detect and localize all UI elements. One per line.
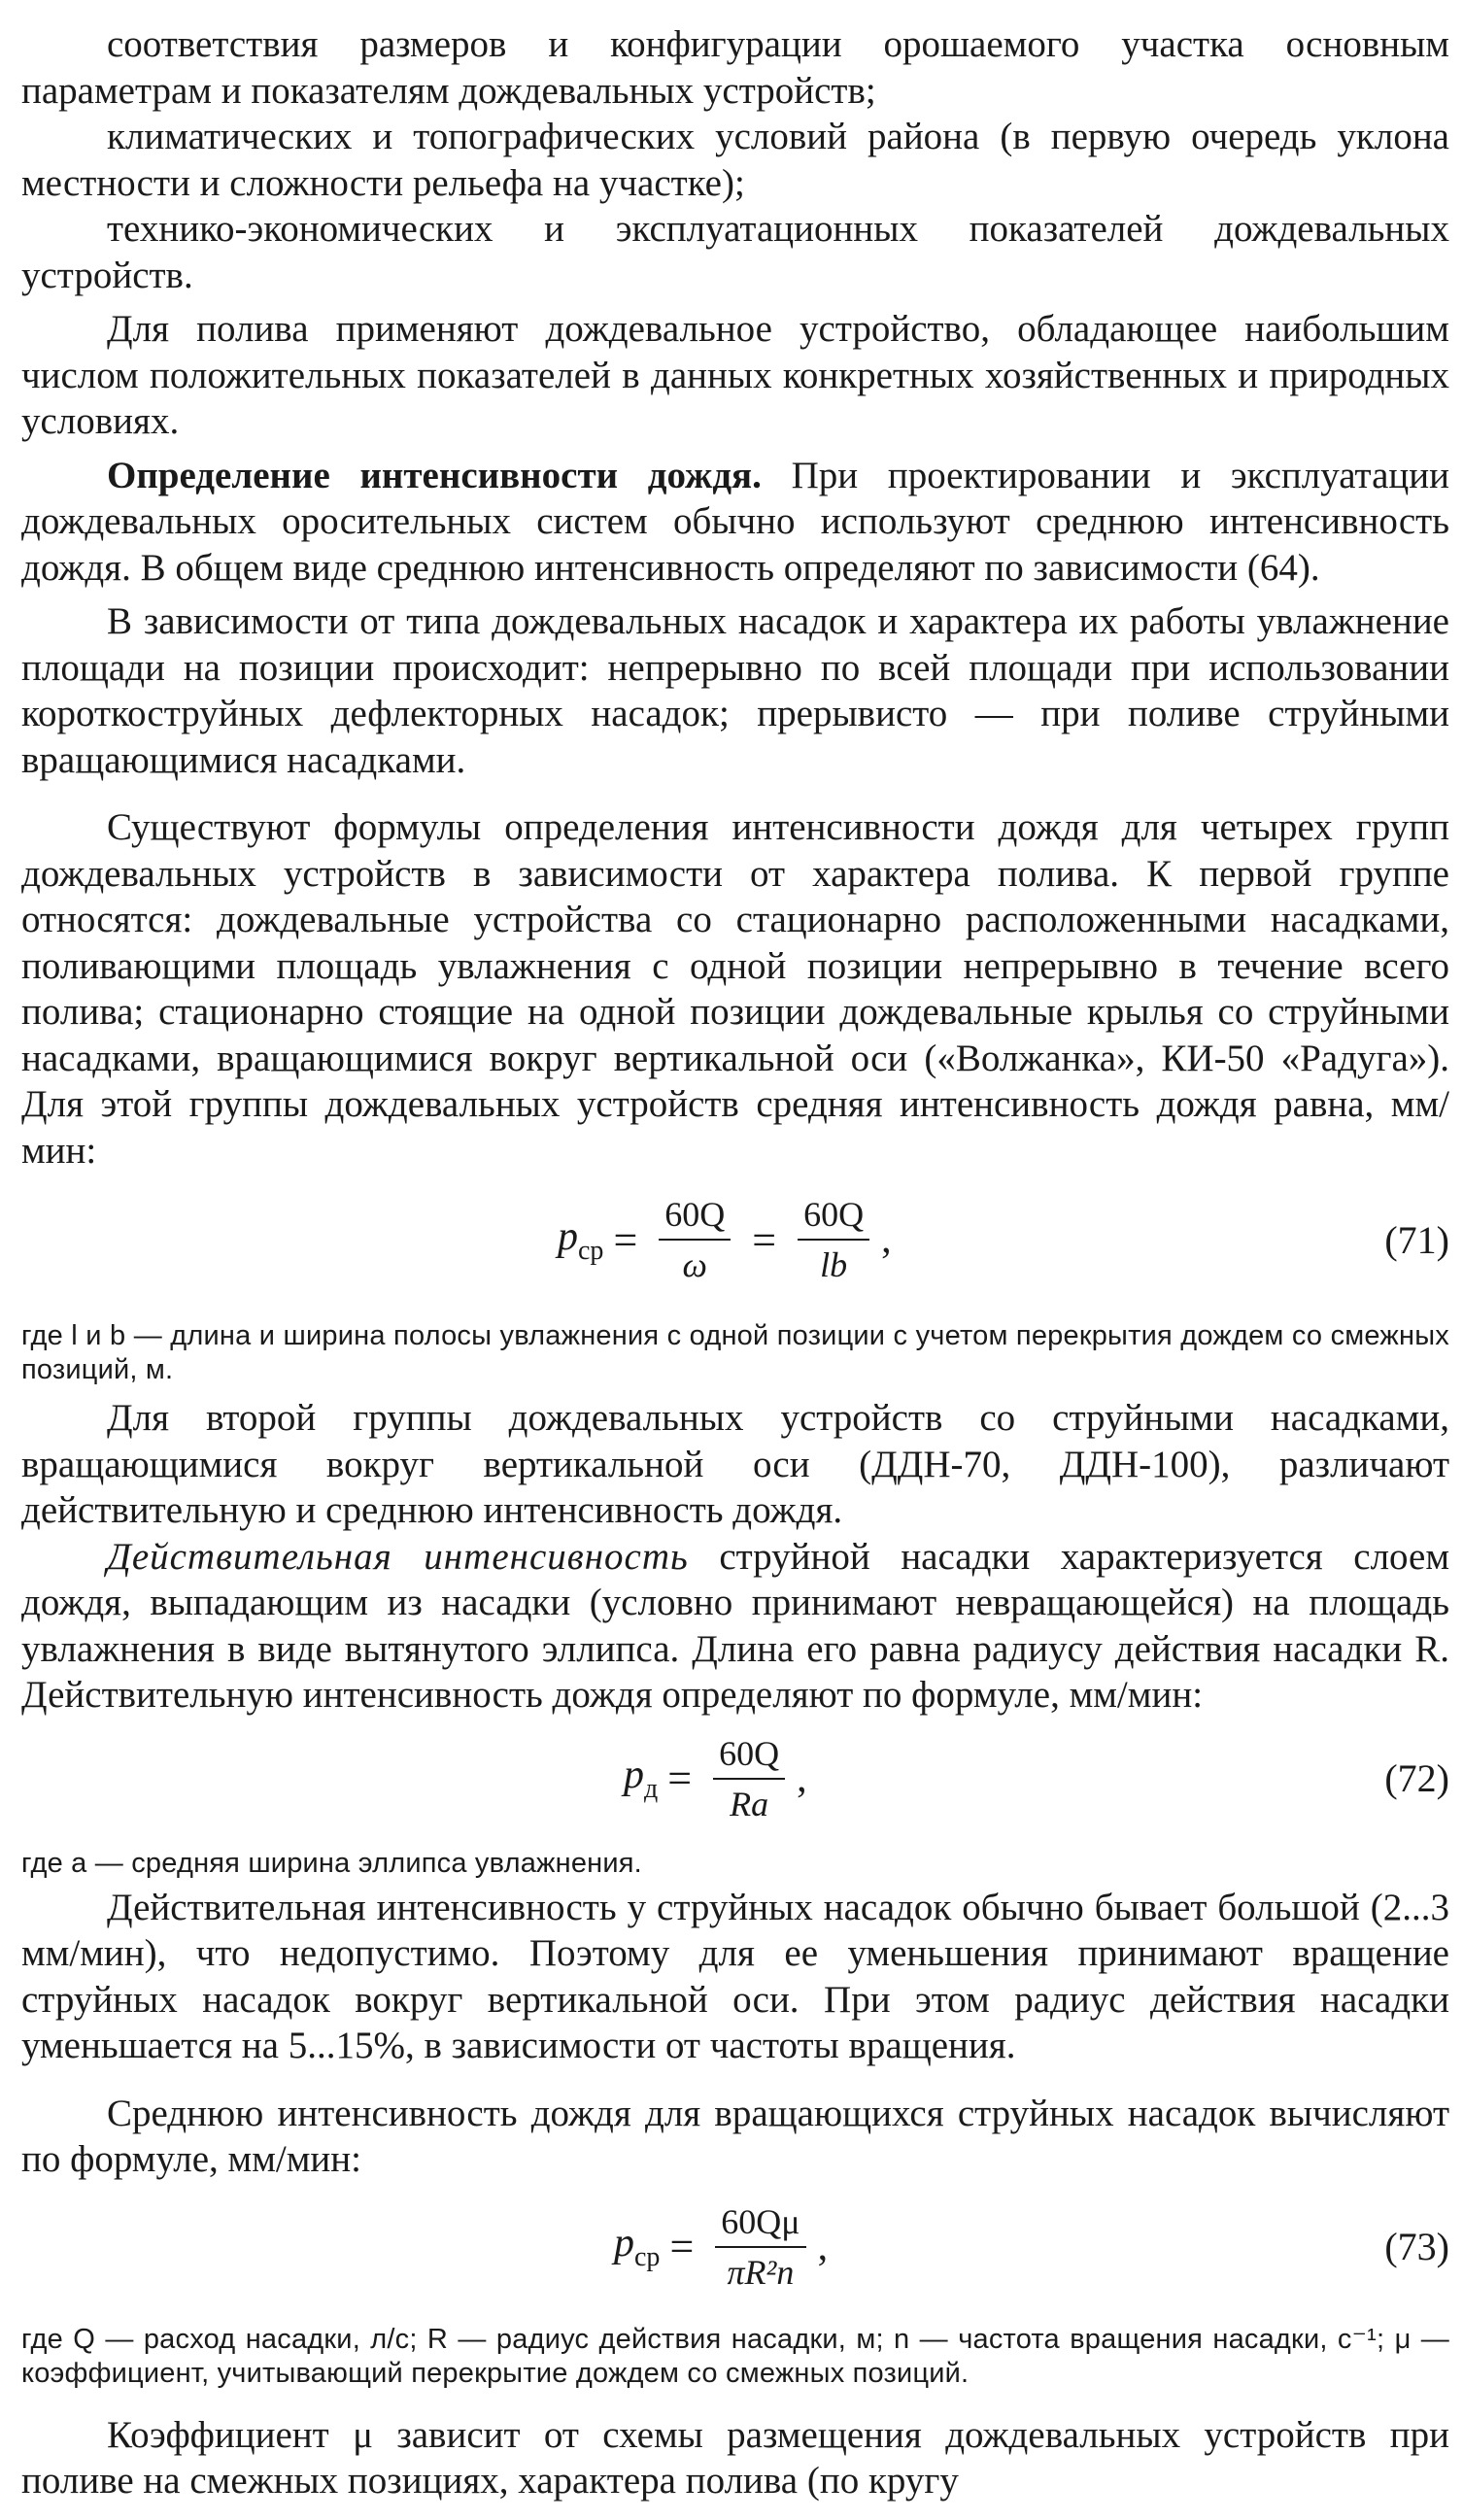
note-73: где Q — расход насадки, л/с; R — радиус действия насадки, м; n — частота вращения насадки, с⁻¹; μ — коэффициент, учитывающий перекрытие дождем со смежных позиций. bbox=[21, 2323, 1449, 2389]
formula-72 bbox=[21, 1720, 1449, 1837]
formula-73-numerator: 60Qμ bbox=[715, 2201, 805, 2248]
formula-72-numerator: 60Q bbox=[713, 1733, 785, 1780]
formula-71-denominator-2: lb bbox=[820, 1245, 848, 1284]
paragraph-choice: Для полива применяют дождевальное устройство, обладающее наибольшим числом положительных показателей в данных конкретных хозяйственных и природных условиях. bbox=[21, 308, 1449, 442]
formula-71-symbol: $p_{ср}$ bbox=[558, 1213, 604, 1266]
formula-73-expression bbox=[614, 2189, 828, 2305]
paragraph-criteria-size: соответствия размеров и конфигурации орошаемого участка основным параметрам и показателям дождевальных устройств; bbox=[21, 23, 1449, 112]
italic-term: Действительная интенсивность bbox=[107, 1535, 689, 1578]
formula-73 bbox=[21, 2189, 1449, 2305]
paragraph-first-group: Существуют формулы определения интенсивности дождя для четырех групп дождевальных устройств в зависимости от характера полива. К первой группе относятся: дождевальные устройства со стационарно расположенными насадками, поливающими площадь увлажнения с одной позиции непрерывно в течение всего полива; стационарно стоящие на одной позиции дождевальные крылья со струйными насадками, вращающимися вокруг вертикальной оси («Волжанка», КИ-50 «Радуга»). Для этой группы дождевальных устройств средняя интенсивность дождя равна, мм/мин: bbox=[21, 806, 1449, 1172]
formula-71-denominator-1: ω bbox=[682, 1245, 707, 1284]
note-71: где l и b — длина и ширина полосы увлажнения с одной позиции с учетом перекрытия дождем со смежных позиций, м. bbox=[21, 1320, 1449, 1385]
formula-71-equals-1: = bbox=[613, 1215, 638, 1264]
paragraph-criteria-economic: технико-экономических и эксплуатационных показателей дождевальных устройств. bbox=[21, 208, 1449, 296]
formula-72-expression bbox=[624, 1720, 807, 1837]
formula-71-expression bbox=[558, 1181, 892, 1298]
paragraph-average-intensity: Среднюю интенсивность дождя для вращающихся струйных насадок вычисляют по формуле, мм/мин: bbox=[21, 2092, 1449, 2180]
formula-72-comma: , bbox=[797, 1755, 807, 1801]
formula-71-comma: , bbox=[881, 1217, 892, 1262]
section-heading-text: При проектировании и эксплуатации дождевальных оросительных систем обычно используют среднюю интенсивность дождя. В общем виде среднюю интенсивность определяют по зависимости (64). bbox=[21, 454, 1449, 589]
paragraph-second-group: Для второй группы дождевальных устройств со струйными насадками, вращающимися вокруг вертикальной оси (ДДН-70, ДДН-100), различают действительную и среднюю интенсивность дождя. bbox=[21, 1397, 1449, 1531]
note-72: где a — средняя ширина эллипса увлажнения. bbox=[21, 1847, 642, 1879]
paragraph-coefficient: Коэффициент μ зависит от схемы размещения дождевальных устройств при поливе на смежных позициях, характера полива (по кругу bbox=[21, 2413, 1449, 2502]
formula-72-equals: = bbox=[667, 1754, 693, 1802]
formula-73-fraction bbox=[715, 2201, 805, 2293]
formula-71-numerator-2: 60Q bbox=[798, 1194, 869, 1241]
formula-73-denominator: πR²n bbox=[727, 2252, 795, 2292]
formula-71-equals-2: = bbox=[752, 1215, 777, 1264]
formula-73-comma: , bbox=[817, 2224, 829, 2269]
formula-73-number: (73) bbox=[1384, 2225, 1449, 2268]
formula-71 bbox=[21, 1181, 1449, 1298]
document-page bbox=[21, 21, 1449, 2504]
formula-72-denominator: Ra bbox=[730, 1784, 769, 1823]
formula-72-fraction bbox=[713, 1733, 785, 1824]
paragraph-criteria-climate: климатических и топографических условий района (в первую очередь уклона местности и сложности рельефа на участке); bbox=[21, 116, 1449, 204]
formula-71-numerator-1: 60Q bbox=[659, 1194, 731, 1241]
formula-72-number: (72) bbox=[1384, 1756, 1449, 1800]
paragraph-actual-intensity-large: Действительная интенсивность у струйных насадок обычно бывает большой (2...3 мм/мин), что недопустимо. Поэтому для ее уменьшения принимают вращение струйных насадок вокруг вертикальной оси. При этом радиус действия насадки уменьшается на 5...15%, в зависимости от частоты вращения. bbox=[21, 1886, 1449, 2066]
formula-71-fraction-2 bbox=[798, 1194, 869, 1285]
section-heading: Определение интенсивности дождя. bbox=[107, 454, 762, 496]
formula-72-symbol: $p_д$ bbox=[624, 1753, 659, 1804]
formula-71-number: (71) bbox=[1384, 1217, 1449, 1262]
paragraph-actual-intensity bbox=[21, 1534, 1449, 1719]
formula-73-equals: = bbox=[669, 2223, 695, 2270]
paragraph-actual-intensity-text: струйной насадки характеризуется слоем дождя, выпадающим из насадки (условно принимают невращающейся) на площадь увлажнения в виде вытянутого эллипса. Длина его равна радиусу действия насадки R. Действительную интенсивность дождя определяют по формуле, мм/мин: bbox=[21, 1535, 1449, 1716]
formula-71-fraction-1 bbox=[659, 1194, 731, 1285]
paragraph-wetting-modes: В зависимости от типа дождевальных насадок и характера их работы увлажнение площади на позиции происходит: непрерывно по всей площади при использовании короткоструйных дефлекторных насадок; прерывисто — при поливе струйными вращающимися насадками. bbox=[21, 600, 1449, 781]
formula-73-symbol: $p_{ср}$ bbox=[614, 2221, 661, 2272]
paragraph-intensity-definition bbox=[21, 453, 1449, 592]
